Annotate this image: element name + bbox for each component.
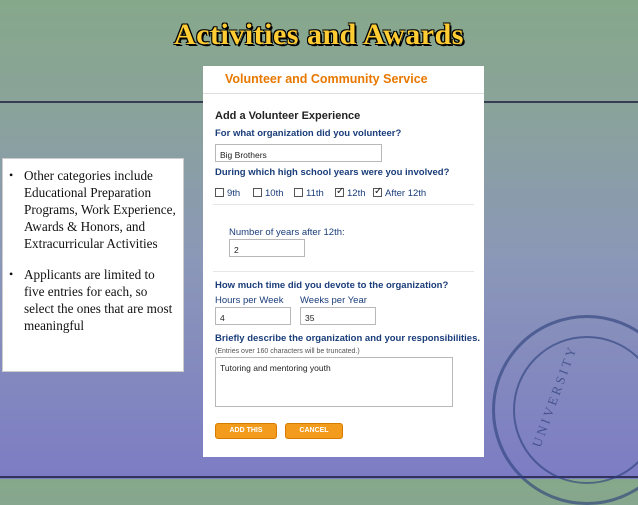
describe-textarea[interactable]: Tutoring and mentoring youth (215, 357, 453, 407)
section-title: Add a Volunteer Experience (215, 110, 361, 122)
time-question: How much time did you devote to the organization? (215, 280, 449, 291)
checkmark-icon: ✓ (374, 186, 383, 197)
checkbox-icon[interactable] (215, 188, 224, 197)
org-input[interactable]: Big Brothers (215, 144, 382, 162)
checkbox-11th[interactable]: 11th (294, 183, 324, 201)
years-after-input[interactable]: 2 (229, 239, 305, 257)
form-header: Volunteer and Community Service (203, 66, 484, 94)
divider (213, 204, 474, 205)
years-question: During which high school years were you involved? (215, 167, 450, 178)
volunteer-form-screenshot (203, 66, 484, 457)
weeks-input[interactable]: 35 (300, 307, 376, 325)
bullet-list (2, 158, 184, 372)
slide-title: Activities and Awards (174, 18, 464, 51)
seal-text: UNIVERSITY (529, 342, 581, 450)
bullet-icon: • (9, 168, 14, 182)
checkbox-10th[interactable]: 10th (253, 183, 284, 201)
bullet-item (9, 266, 177, 334)
cancel-button[interactable]: CANCEL (285, 423, 343, 439)
bullet-item (9, 167, 177, 252)
checkmark-icon: ✓ (336, 186, 345, 197)
checkbox-after-12th[interactable]: ✓ After 12th (374, 186, 427, 199)
bullet-text: Other categories include Educational Preparation Programs, Work Experience, Awards & Honors, and Extracurricular Activities (24, 168, 176, 251)
years-after-label: Number of years after 12th: (229, 227, 345, 238)
hours-label: Hours per Week (215, 295, 284, 306)
bullet-icon: • (9, 267, 14, 281)
describe-note: (Entries over 160 characters will be truncated.) (215, 348, 360, 355)
checkbox-icon[interactable] (373, 188, 382, 197)
weeks-label: Weeks per Year (300, 295, 367, 306)
org-question: For what organization did you volunteer? (215, 128, 402, 139)
hours-input[interactable]: 4 (215, 307, 291, 325)
checkbox-9th[interactable]: 9th (215, 183, 240, 201)
checkbox-icon[interactable] (294, 188, 303, 197)
bullet-text: Applicants are limited to five entries for each, so select the ones that are most meaningful (24, 267, 173, 333)
add-this-button[interactable]: ADD THIS (215, 423, 277, 439)
divider (213, 271, 474, 272)
checkbox-icon[interactable] (253, 188, 262, 197)
describe-question: Briefly describe the organization and your responsibilities. (215, 333, 481, 344)
checkbox-12th[interactable]: ✓ 12th (336, 186, 366, 199)
checkbox-icon[interactable] (335, 188, 344, 197)
